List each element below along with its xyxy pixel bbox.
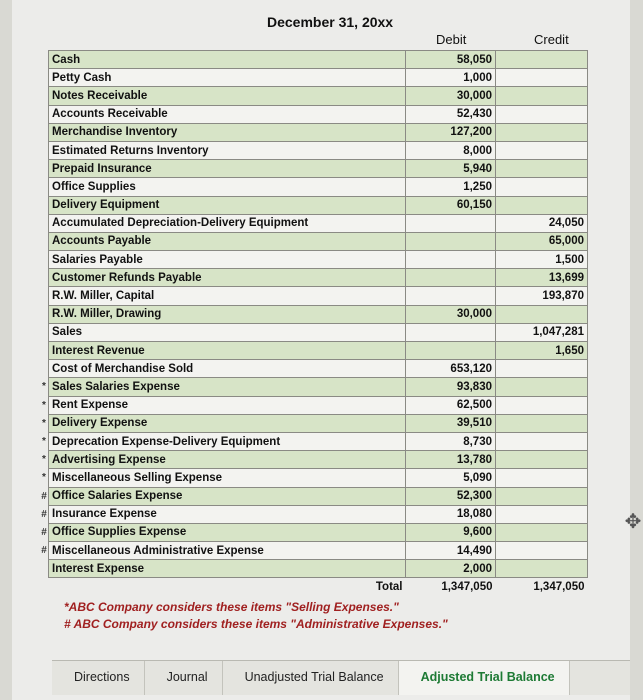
credit-cell[interactable]: 13,699 [496, 269, 588, 287]
row-marker [40, 214, 49, 232]
tab-unadjusted-trial-balance[interactable]: Unadjusted Trial Balance [223, 661, 399, 695]
row-marker [40, 560, 49, 578]
table-row [40, 178, 588, 196]
table-row [40, 196, 588, 214]
tab-journal[interactable]: Journal [145, 661, 223, 695]
trial-balance-table [40, 50, 588, 596]
row-marker [40, 305, 49, 323]
row-marker [40, 178, 49, 196]
table-row [40, 560, 588, 578]
credit-cell[interactable] [496, 414, 588, 432]
credit-cell[interactable] [496, 360, 588, 378]
sheet-tabs [52, 660, 630, 695]
total-debit[interactable]: 1,347,050 [406, 578, 496, 596]
credit-cell[interactable]: 1,500 [496, 251, 588, 269]
row-marker [40, 251, 49, 269]
account-cell[interactable]: Merchandise Inventory [49, 123, 406, 141]
table-row [40, 342, 588, 360]
account-cell[interactable]: Insurance Expense [49, 505, 406, 523]
debit-cell[interactable] [406, 287, 496, 305]
row-marker: * [42, 436, 46, 448]
row-marker [40, 360, 49, 378]
credit-cell[interactable] [496, 378, 588, 396]
credit-cell[interactable] [496, 542, 588, 560]
account-cell[interactable]: Sales [49, 323, 406, 341]
account-cell[interactable]: Miscellaneous Administrative Expense [49, 542, 406, 560]
total-label: Total [375, 581, 403, 594]
debit-cell[interactable]: 30,000 [406, 305, 496, 323]
tab-directions[interactable]: Directions [52, 661, 145, 695]
debit-cell[interactable]: 1,000 [406, 69, 496, 87]
account-cell[interactable]: Estimated Returns Inventory [49, 141, 406, 159]
credit-cell[interactable] [496, 451, 588, 469]
row-marker: # [41, 508, 47, 520]
row-marker [40, 69, 49, 87]
debit-cell[interactable]: 93,830 [406, 378, 496, 396]
selling-expense-note: *ABC Company considers these items "Selling Expenses." [64, 600, 399, 614]
account-cell[interactable]: Deprecation Expense-Delivery Equipment [49, 432, 406, 450]
account-cell[interactable]: Interest Expense [49, 560, 406, 578]
table-row [40, 232, 588, 250]
row-marker [40, 342, 49, 360]
page-title: December 31, 20xx [267, 14, 394, 30]
account-cell[interactable]: Accumulated Depreciation-Delivery Equipment [49, 214, 406, 232]
debit-cell[interactable]: 9,600 [406, 523, 496, 541]
account-cell[interactable]: Customer Refunds Payable [49, 269, 406, 287]
row-marker: * [42, 381, 46, 393]
table-row [40, 160, 588, 178]
debit-cell[interactable]: 18,080 [406, 505, 496, 523]
table-row [40, 487, 588, 505]
table-row [40, 287, 588, 305]
trial-balance-sheet [12, 0, 642, 700]
account-cell[interactable]: Petty Cash [49, 69, 406, 87]
table-row [40, 251, 588, 269]
debit-cell[interactable]: 52,430 [406, 105, 496, 123]
account-cell[interactable]: R.W. Miller, Drawing [49, 305, 406, 323]
row-marker [40, 287, 49, 305]
table-row [40, 141, 588, 159]
total-row [40, 578, 588, 596]
table-row [40, 269, 588, 287]
credit-cell[interactable] [496, 560, 588, 578]
credit-cell[interactable] [496, 160, 588, 178]
table-row [40, 542, 588, 560]
account-cell[interactable]: Sales Salaries Expense [49, 378, 406, 396]
debit-cell[interactable] [406, 251, 496, 269]
credit-cell[interactable] [496, 505, 588, 523]
account-cell[interactable]: Salaries Payable [49, 251, 406, 269]
row-marker [40, 269, 49, 287]
account-cell[interactable]: Accounts Payable [49, 232, 406, 250]
account-cell[interactable]: Advertising Expense [49, 451, 406, 469]
row-marker: # [41, 545, 47, 557]
credit-cell[interactable] [496, 523, 588, 541]
row-marker [40, 51, 49, 69]
credit-cell[interactable] [496, 51, 588, 69]
credit-cell[interactable] [496, 123, 588, 141]
row-marker: * [42, 454, 46, 466]
move-cursor-icon: ✥ [624, 511, 642, 533]
credit-header: Credit [534, 32, 569, 47]
row-marker [40, 105, 49, 123]
table-row [40, 105, 588, 123]
account-cell[interactable]: Office Supplies Expense [49, 523, 406, 541]
table-row [40, 505, 588, 523]
account-cell[interactable]: Office Salaries Expense [49, 487, 406, 505]
row-marker [40, 323, 49, 341]
debit-cell[interactable]: 52,300 [406, 487, 496, 505]
credit-cell[interactable] [496, 305, 588, 323]
table-row [40, 305, 588, 323]
account-cell[interactable]: R.W. Miller, Capital [49, 287, 406, 305]
debit-cell[interactable]: 8,000 [406, 141, 496, 159]
table-row [40, 378, 588, 396]
credit-cell[interactable] [496, 469, 588, 487]
account-cell[interactable]: Miscellaneous Selling Expense [49, 469, 406, 487]
credit-cell[interactable] [496, 396, 588, 414]
table-row [40, 360, 588, 378]
credit-cell[interactable] [496, 196, 588, 214]
account-cell[interactable]: Office Supplies [49, 178, 406, 196]
account-cell[interactable]: Prepaid Insurance [49, 160, 406, 178]
row-marker [40, 196, 49, 214]
table-row [40, 214, 588, 232]
debit-cell[interactable]: 13,780 [406, 451, 496, 469]
debit-cell[interactable] [406, 214, 496, 232]
tab-adjusted-trial-balance[interactable]: Adjusted Trial Balance [399, 661, 570, 695]
account-cell[interactable]: Delivery Equipment [49, 196, 406, 214]
debit-cell[interactable]: 653,120 [406, 360, 496, 378]
credit-cell[interactable] [496, 105, 588, 123]
table-row [40, 51, 588, 69]
account-cell[interactable]: Notes Receivable [49, 87, 406, 105]
account-cell[interactable]: Cash [49, 51, 406, 69]
row-marker: * [42, 399, 46, 411]
debit-cell[interactable]: 1,250 [406, 178, 496, 196]
credit-cell[interactable]: 1,047,281 [496, 323, 588, 341]
row-marker [40, 141, 49, 159]
account-cell[interactable]: Delivery Expense [49, 414, 406, 432]
table-row [40, 323, 588, 341]
credit-cell[interactable] [496, 141, 588, 159]
row-marker [40, 87, 49, 105]
credit-cell[interactable] [496, 432, 588, 450]
total-credit[interactable]: 1,347,050 [496, 578, 588, 596]
table-row [40, 87, 588, 105]
debit-cell[interactable]: 62,500 [406, 396, 496, 414]
account-cell[interactable]: Accounts Receivable [49, 105, 406, 123]
table-row [40, 414, 588, 432]
row-marker [40, 232, 49, 250]
table-row [40, 69, 588, 87]
debit-cell[interactable] [406, 232, 496, 250]
row-marker: * [42, 417, 46, 429]
row-marker: # [41, 526, 47, 538]
debit-cell[interactable]: 8,730 [406, 432, 496, 450]
account-cell[interactable]: Interest Revenue [49, 342, 406, 360]
debit-cell[interactable]: 2,000 [406, 560, 496, 578]
debit-cell[interactable]: 39,510 [406, 414, 496, 432]
debit-cell[interactable] [406, 323, 496, 341]
credit-cell[interactable] [496, 69, 588, 87]
credit-cell[interactable]: 1,650 [496, 342, 588, 360]
admin-expense-note: # ABC Company considers these items "Administrative Expenses." [64, 617, 448, 631]
debit-cell[interactable]: 127,200 [406, 123, 496, 141]
table-row [40, 123, 588, 141]
debit-cell[interactable]: 5,090 [406, 469, 496, 487]
account-cell[interactable]: Rent Expense [49, 396, 406, 414]
debit-cell[interactable]: 14,490 [406, 542, 496, 560]
credit-cell[interactable] [496, 178, 588, 196]
debit-cell[interactable]: 30,000 [406, 87, 496, 105]
debit-cell[interactable]: 60,150 [406, 196, 496, 214]
row-marker [40, 123, 49, 141]
table-row [40, 523, 588, 541]
row-marker: # [41, 490, 47, 502]
debit-header: Debit [436, 32, 467, 47]
row-marker [40, 160, 49, 178]
table-row [40, 451, 588, 469]
debit-cell[interactable] [406, 342, 496, 360]
account-cell[interactable]: Cost of Merchandise Sold [49, 360, 406, 378]
debit-cell[interactable] [406, 269, 496, 287]
credit-cell[interactable]: 65,000 [496, 232, 588, 250]
debit-cell[interactable]: 5,940 [406, 160, 496, 178]
table-row [40, 469, 588, 487]
credit-cell[interactable] [496, 87, 588, 105]
table-row [40, 432, 588, 450]
row-marker: * [42, 472, 46, 484]
credit-cell[interactable]: 193,870 [496, 287, 588, 305]
table-row [40, 396, 588, 414]
credit-cell[interactable] [496, 487, 588, 505]
credit-cell[interactable]: 24,050 [496, 214, 588, 232]
debit-cell[interactable]: 58,050 [406, 51, 496, 69]
